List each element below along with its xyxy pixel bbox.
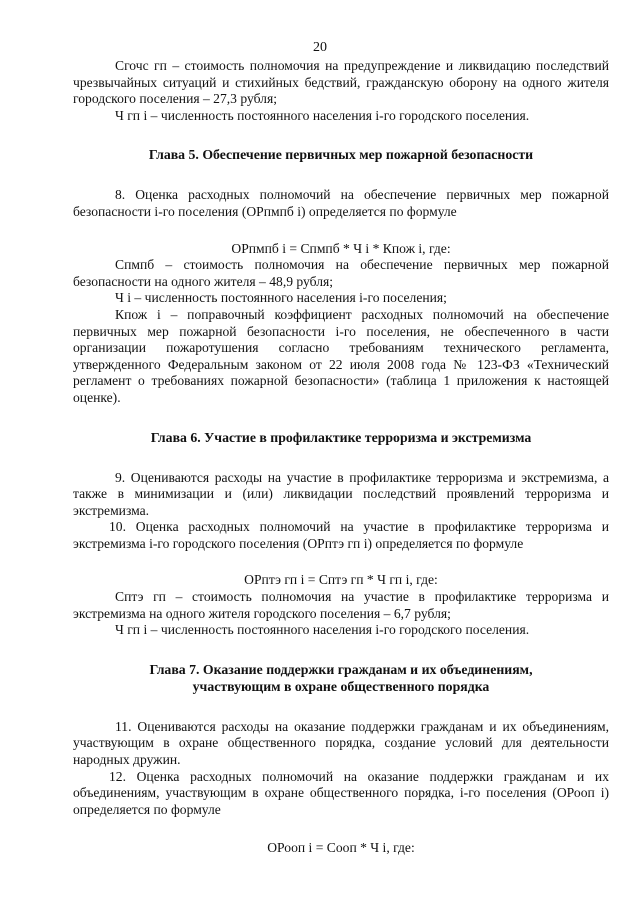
- paragraph-item-8: 8. Оценка расходных полномочий на обеспечение первичных мер пожарной безопасности i-го поселения (ОРпмпб i) определяется по формуле: [73, 187, 609, 219]
- paragraph-spmpb-definition: Спмпб – стоимость полномочия на обеспечение первичных мер пожарной безопасности на одного жителя – 48,9 рубля;: [73, 257, 609, 289]
- paragraph-item-12: 12. Оценка расходных полномочий на оказание поддержки гражданам и их объединениям, участвующим в охране общественного порядка, i-го поселения (ОРооп i) определяется по формуле: [73, 768, 609, 817]
- paragraph-item-11: 11. Оцениваются расходы на оказание поддержки гражданам и их объединениям, участвующим в охране общественного порядка, создание условий для деятельности народных дружин.: [73, 718, 609, 768]
- paragraph-sptae-definition: Сптэ гп – стоимость полномочия на участие в профилактике терроризма и экстремизма на одного жителя городского поселения – 6,7 рубля;: [73, 589, 609, 621]
- paragraph-item-9: 9. Оцениваются расходы на участие в профилактике терроризма и экстремизма, а также в минимизации и (или) ликвидации последствий проявлений терроризма и экстремизма.: [73, 469, 609, 518]
- paragraph-sgochs-definition: Сгочс гп – стоимость полномочия на предупреждение и ликвидацию последствий чрезвычайных ситуаций и стихийных бедствий, гражданскую оборону на одного жителя городского поселения – 27,3 рубля;: [73, 58, 609, 107]
- paragraph-population-definition: Ч гп i – численность постоянного населения i-го городского поселения.: [115, 107, 530, 123]
- chapter-5-heading: Глава 5. Обеспечение первичных мер пожарной безопасности: [148, 147, 534, 163]
- chapter-7-heading-line-2: участвующим в охране общественного порядка: [192, 678, 490, 694]
- formula-terrorism: ОРптэ гп i = Сптэ гп * Ч гп i, где:: [244, 572, 438, 588]
- chapter-7-heading-line-1: Глава 7. Оказание поддержки гражданам и их объединениям,: [149, 661, 533, 677]
- paragraph-population-urban: Ч гп i – численность постоянного населения i-го городского поселения.: [115, 622, 530, 638]
- page-body: [73, 58, 609, 857]
- formula-fire-safety: ОРпмпб i = Спмпб * Ч i * Кпож i, где:: [231, 240, 451, 256]
- page-number: 20: [313, 40, 327, 55]
- paragraph-population-settlement: Ч i – численность постоянного населения i-го поселения;: [115, 290, 447, 306]
- chapter-6-heading: Глава 6. Участие в профилактике терроризма и экстремизма: [150, 429, 532, 445]
- paragraph-kpozh-definition: Кпож i – поправочный коэффициент расходных полномочий на обеспечение первичных мер пожарной безопасности i-го поселения, не обеспеченного в части организации пожаротушения согласно требованиям технического регламента, утвержденного Федеральным законом от 22 июля 2008 года № 123-ФЗ «Технический регламент о требованиях пожарной безопасности» (таблица 1 приложения к настоящей оценке).: [73, 306, 609, 405]
- formula-public-order: ОРооп i = Сооп * Ч i, где:: [267, 840, 415, 856]
- paragraph-item-10: 10. Оценка расходных полномочий на участие в профилактике терроризма и экстремизма i-го городского поселения (ОРптэ гп i) определяется по формуле: [73, 519, 609, 551]
